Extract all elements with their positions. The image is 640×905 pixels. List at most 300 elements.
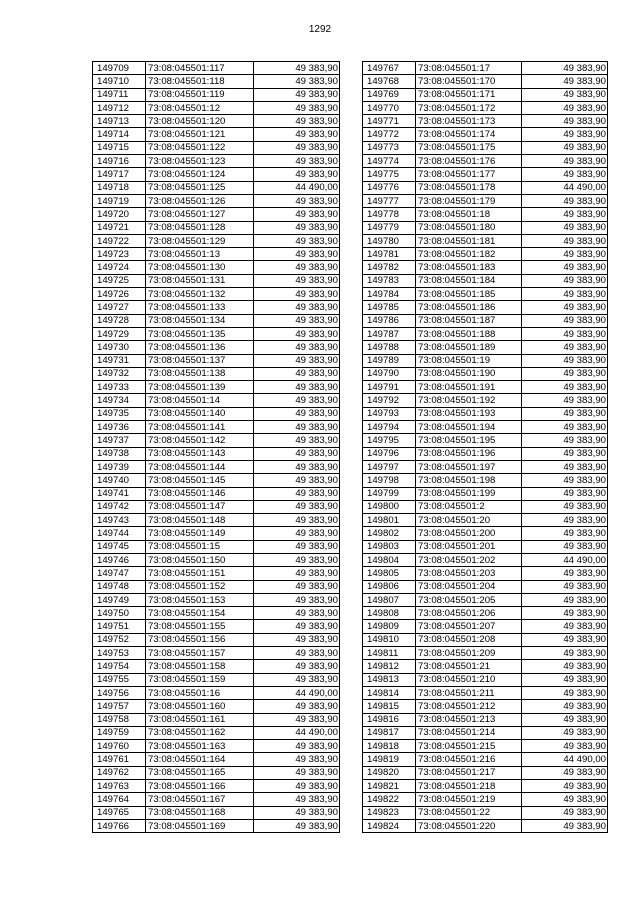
cadastral-number-cell: 73:08:045501:205 <box>416 593 522 606</box>
right-table-body <box>363 62 608 833</box>
row-number-cell: 149770 <box>363 101 416 114</box>
cadastral-number-cell: 73:08:045501:158 <box>146 660 254 673</box>
table-row <box>93 155 340 168</box>
cadastral-number-cell: 73:08:045501:117 <box>146 62 254 75</box>
amount-cell: 49 383,90 <box>522 141 608 154</box>
table-row <box>363 806 608 819</box>
cadastral-number-cell: 73:08:045501:142 <box>146 434 254 447</box>
row-number-cell: 149812 <box>363 660 416 673</box>
row-number-cell: 149710 <box>93 75 146 88</box>
amount-cell: 49 383,90 <box>522 620 608 633</box>
amount-cell: 49 383,90 <box>254 75 340 88</box>
page-number: 1292 <box>308 24 332 35</box>
row-number-cell: 149725 <box>93 274 146 287</box>
cadastral-number-cell: 73:08:045501:220 <box>416 819 522 832</box>
table-row <box>363 793 608 806</box>
amount-cell: 49 383,90 <box>254 101 340 114</box>
row-number-cell: 149781 <box>363 248 416 261</box>
amount-cell: 49 383,90 <box>254 780 340 793</box>
table-row <box>363 168 608 181</box>
cadastral-number-cell: 73:08:045501:170 <box>416 75 522 88</box>
row-number-cell: 149772 <box>363 128 416 141</box>
cadastral-number-cell: 73:08:045501:192 <box>416 394 522 407</box>
row-number-cell: 149739 <box>93 460 146 473</box>
cadastral-number-cell: 73:08:045501:172 <box>416 101 522 114</box>
row-number-cell: 149802 <box>363 527 416 540</box>
amount-cell: 49 383,90 <box>254 434 340 447</box>
row-number-cell: 149742 <box>93 500 146 513</box>
table-row <box>363 434 608 447</box>
amount-cell: 44 490,00 <box>254 181 340 194</box>
cadastral-number-cell: 73:08:045501:126 <box>146 194 254 207</box>
table-row <box>363 460 608 473</box>
amount-cell: 44 490,00 <box>522 181 608 194</box>
amount-cell: 49 383,90 <box>522 460 608 473</box>
cadastral-number-cell: 73:08:045501:140 <box>146 407 254 420</box>
amount-cell: 49 383,90 <box>522 487 608 500</box>
cadastral-number-cell: 73:08:045501:125 <box>146 181 254 194</box>
cadastral-number-cell: 73:08:045501:128 <box>146 221 254 234</box>
table-row <box>93 421 340 434</box>
row-number-cell: 149771 <box>363 115 416 128</box>
row-number-cell: 149764 <box>93 793 146 806</box>
row-number-cell: 149735 <box>93 407 146 420</box>
table-row <box>93 633 340 646</box>
row-number-cell: 149818 <box>363 740 416 753</box>
amount-cell: 49 383,90 <box>254 474 340 487</box>
amount-cell: 49 383,90 <box>522 381 608 394</box>
amount-cell: 49 383,90 <box>522 407 608 420</box>
row-number-cell: 149746 <box>93 553 146 566</box>
cadastral-number-cell: 73:08:045501:118 <box>146 75 254 88</box>
amount-cell: 49 383,90 <box>522 474 608 487</box>
cadastral-number-cell: 73:08:045501:162 <box>146 726 254 739</box>
amount-cell: 49 383,90 <box>522 514 608 527</box>
cadastral-number-cell: 73:08:045501:208 <box>416 633 522 646</box>
cadastral-number-cell: 73:08:045501:163 <box>146 740 254 753</box>
cadastral-number-cell: 73:08:045501:215 <box>416 740 522 753</box>
cadastral-number-cell: 73:08:045501:182 <box>416 248 522 261</box>
cadastral-number-cell: 73:08:045501:150 <box>146 553 254 566</box>
table-row <box>363 75 608 88</box>
table-row <box>93 367 340 380</box>
table-row <box>93 527 340 540</box>
cadastral-number-cell: 73:08:045501:133 <box>146 301 254 314</box>
row-number-cell: 149792 <box>363 394 416 407</box>
amount-cell: 49 383,90 <box>254 766 340 779</box>
table-row <box>363 115 608 128</box>
row-number-cell: 149744 <box>93 527 146 540</box>
amount-cell: 49 383,90 <box>254 793 340 806</box>
row-number-cell: 149804 <box>363 553 416 566</box>
amount-cell: 49 383,90 <box>522 194 608 207</box>
amount-cell: 49 383,90 <box>254 487 340 500</box>
table-row <box>363 580 608 593</box>
amount-cell: 49 383,90 <box>254 274 340 287</box>
row-number-cell: 149780 <box>363 234 416 247</box>
row-number-cell: 149814 <box>363 686 416 699</box>
cadastral-number-cell: 73:08:045501:203 <box>416 567 522 580</box>
row-number-cell: 149800 <box>363 500 416 513</box>
table-row <box>93 168 340 181</box>
amount-cell: 49 383,90 <box>522 660 608 673</box>
table-row <box>93 607 340 620</box>
table-row <box>363 274 608 287</box>
cadastral-number-cell: 73:08:045501:119 <box>146 88 254 101</box>
table-row <box>93 234 340 247</box>
table-row <box>363 394 608 407</box>
amount-cell: 49 383,90 <box>522 580 608 593</box>
table-row <box>363 713 608 726</box>
amount-cell: 49 383,90 <box>254 647 340 660</box>
left-table <box>92 61 340 833</box>
row-number-cell: 149766 <box>93 819 146 832</box>
row-number-cell: 149714 <box>93 128 146 141</box>
amount-cell: 49 383,90 <box>522 540 608 553</box>
row-number-cell: 149817 <box>363 726 416 739</box>
table-row <box>93 327 340 340</box>
table-row <box>93 301 340 314</box>
amount-cell: 49 383,90 <box>522 647 608 660</box>
row-number-cell: 149767 <box>363 62 416 75</box>
cadastral-number-cell: 73:08:045501:169 <box>146 819 254 832</box>
row-number-cell: 149763 <box>93 780 146 793</box>
table-row <box>93 593 340 606</box>
cadastral-number-cell: 73:08:045501:181 <box>416 234 522 247</box>
amount-cell: 49 383,90 <box>522 780 608 793</box>
cadastral-number-cell: 73:08:045501:17 <box>416 62 522 75</box>
row-number-cell: 149719 <box>93 194 146 207</box>
amount-cell: 49 383,90 <box>254 128 340 141</box>
amount-cell: 49 383,90 <box>254 819 340 832</box>
cadastral-number-cell: 73:08:045501:206 <box>416 607 522 620</box>
amount-cell: 49 383,90 <box>522 101 608 114</box>
amount-cell: 49 383,90 <box>522 500 608 513</box>
cadastral-number-cell: 73:08:045501:196 <box>416 447 522 460</box>
row-number-cell: 149736 <box>93 421 146 434</box>
table-row <box>363 753 608 766</box>
row-number-cell: 149779 <box>363 221 416 234</box>
row-number-cell: 149741 <box>93 487 146 500</box>
amount-cell: 49 383,90 <box>522 421 608 434</box>
cadastral-number-cell: 73:08:045501:153 <box>146 593 254 606</box>
amount-cell: 49 383,90 <box>254 141 340 154</box>
table-row <box>363 780 608 793</box>
table-row <box>363 500 608 513</box>
amount-cell: 49 383,90 <box>254 447 340 460</box>
row-number-cell: 149731 <box>93 354 146 367</box>
cadastral-number-cell: 73:08:045501:184 <box>416 274 522 287</box>
row-number-cell: 149775 <box>363 168 416 181</box>
amount-cell: 49 383,90 <box>254 115 340 128</box>
table-row <box>363 155 608 168</box>
cadastral-number-cell: 73:08:045501:180 <box>416 221 522 234</box>
amount-cell: 49 383,90 <box>254 607 340 620</box>
amount-cell: 49 383,90 <box>254 354 340 367</box>
cadastral-number-cell: 73:08:045501:168 <box>146 806 254 819</box>
amount-cell: 49 383,90 <box>522 88 608 101</box>
table-row <box>93 75 340 88</box>
table-row <box>363 567 608 580</box>
row-number-cell: 149715 <box>93 141 146 154</box>
cadastral-number-cell: 73:08:045501:12 <box>146 101 254 114</box>
row-number-cell: 149761 <box>93 753 146 766</box>
amount-cell: 49 383,90 <box>254 514 340 527</box>
table-row <box>363 726 608 739</box>
cadastral-number-cell: 73:08:045501:201 <box>416 540 522 553</box>
table-row <box>93 766 340 779</box>
amount-cell: 49 383,90 <box>254 221 340 234</box>
table-row <box>363 288 608 301</box>
row-number-cell: 149752 <box>93 633 146 646</box>
table-row <box>363 819 608 832</box>
amount-cell: 49 383,90 <box>254 234 340 247</box>
table-row <box>363 673 608 686</box>
table-row <box>93 806 340 819</box>
row-number-cell: 149773 <box>363 141 416 154</box>
cadastral-number-cell: 73:08:045501:148 <box>146 514 254 527</box>
amount-cell: 49 383,90 <box>254 314 340 327</box>
table-row <box>93 780 340 793</box>
cadastral-number-cell: 73:08:045501:214 <box>416 726 522 739</box>
amount-cell: 49 383,90 <box>522 740 608 753</box>
row-number-cell: 149721 <box>93 221 146 234</box>
amount-cell: 49 383,90 <box>254 553 340 566</box>
table-row <box>363 248 608 261</box>
cadastral-number-cell: 73:08:045501:207 <box>416 620 522 633</box>
amount-cell: 49 383,90 <box>254 620 340 633</box>
cadastral-number-cell: 73:08:045501:202 <box>416 553 522 566</box>
table-row <box>363 766 608 779</box>
cadastral-number-cell: 73:08:045501:216 <box>416 753 522 766</box>
table-row <box>93 474 340 487</box>
row-number-cell: 149796 <box>363 447 416 460</box>
row-number-cell: 149813 <box>363 673 416 686</box>
cadastral-number-cell: 73:08:045501:18 <box>416 208 522 221</box>
row-number-cell: 149755 <box>93 673 146 686</box>
row-number-cell: 149734 <box>93 394 146 407</box>
row-number-cell: 149805 <box>363 567 416 580</box>
row-number-cell: 149748 <box>93 580 146 593</box>
row-number-cell: 149749 <box>93 593 146 606</box>
cadastral-number-cell: 73:08:045501:21 <box>416 660 522 673</box>
table-row <box>363 341 608 354</box>
table-row <box>363 381 608 394</box>
amount-cell: 49 383,90 <box>522 115 608 128</box>
table-row <box>363 633 608 646</box>
row-number-cell: 149774 <box>363 155 416 168</box>
table-row <box>93 553 340 566</box>
amount-cell: 49 383,90 <box>254 753 340 766</box>
cadastral-number-cell: 73:08:045501:212 <box>416 700 522 713</box>
table-row <box>93 514 340 527</box>
amount-cell: 49 383,90 <box>522 766 608 779</box>
row-number-cell: 149717 <box>93 168 146 181</box>
cadastral-number-cell: 73:08:045501:151 <box>146 567 254 580</box>
cadastral-number-cell: 73:08:045501:130 <box>146 261 254 274</box>
row-number-cell: 149824 <box>363 819 416 832</box>
row-number-cell: 149729 <box>93 327 146 340</box>
cadastral-number-cell: 73:08:045501:152 <box>146 580 254 593</box>
row-number-cell: 149768 <box>363 75 416 88</box>
cadastral-number-cell: 73:08:045501:189 <box>416 341 522 354</box>
row-number-cell: 149803 <box>363 540 416 553</box>
table-row <box>93 686 340 699</box>
amount-cell: 49 383,90 <box>254 460 340 473</box>
amount-cell: 49 383,90 <box>254 261 340 274</box>
row-number-cell: 149723 <box>93 248 146 261</box>
amount-cell: 49 383,90 <box>522 819 608 832</box>
amount-cell: 49 383,90 <box>522 806 608 819</box>
table-row <box>93 141 340 154</box>
cadastral-number-cell: 73:08:045501:14 <box>146 394 254 407</box>
table-row <box>93 673 340 686</box>
cadastral-number-cell: 73:08:045501:144 <box>146 460 254 473</box>
row-number-cell: 149819 <box>363 753 416 766</box>
table-row <box>93 740 340 753</box>
cadastral-number-cell: 73:08:045501:209 <box>416 647 522 660</box>
cadastral-number-cell: 73:08:045501:147 <box>146 500 254 513</box>
table-row <box>363 447 608 460</box>
row-number-cell: 149823 <box>363 806 416 819</box>
table-row <box>93 460 340 473</box>
cadastral-number-cell: 73:08:045501:138 <box>146 367 254 380</box>
table-row <box>363 62 608 75</box>
cadastral-number-cell: 73:08:045501:146 <box>146 487 254 500</box>
table-row <box>363 88 608 101</box>
row-number-cell: 149790 <box>363 367 416 380</box>
table-row <box>363 686 608 699</box>
amount-cell: 49 383,90 <box>522 673 608 686</box>
amount-cell: 49 383,90 <box>522 221 608 234</box>
cadastral-number-cell: 73:08:045501:200 <box>416 527 522 540</box>
table-row <box>363 194 608 207</box>
table-row <box>363 101 608 114</box>
amount-cell: 49 383,90 <box>254 713 340 726</box>
table-row <box>363 607 608 620</box>
amount-cell: 49 383,90 <box>522 447 608 460</box>
amount-cell: 49 383,90 <box>522 234 608 247</box>
cadastral-number-cell: 73:08:045501:217 <box>416 766 522 779</box>
amount-cell: 49 383,90 <box>254 660 340 673</box>
table-row <box>93 647 340 660</box>
cadastral-number-cell: 73:08:045501:179 <box>416 194 522 207</box>
cadastral-number-cell: 73:08:045501:166 <box>146 780 254 793</box>
table-row <box>93 181 340 194</box>
table-row <box>363 354 608 367</box>
amount-cell: 44 490,00 <box>522 553 608 566</box>
cadastral-number-cell: 73:08:045501:134 <box>146 314 254 327</box>
amount-cell: 49 383,90 <box>254 567 340 580</box>
cadastral-number-cell: 73:08:045501:176 <box>416 155 522 168</box>
table-row <box>363 327 608 340</box>
row-number-cell: 149794 <box>363 421 416 434</box>
cadastral-number-cell: 73:08:045501:132 <box>146 288 254 301</box>
amount-cell: 49 383,90 <box>254 421 340 434</box>
row-number-cell: 149821 <box>363 780 416 793</box>
cadastral-number-cell: 73:08:045501:174 <box>416 128 522 141</box>
row-number-cell: 149788 <box>363 341 416 354</box>
row-number-cell: 149786 <box>363 314 416 327</box>
amount-cell: 49 383,90 <box>522 288 608 301</box>
amount-cell: 49 383,90 <box>254 633 340 646</box>
row-number-cell: 149783 <box>363 274 416 287</box>
cadastral-number-cell: 73:08:045501:185 <box>416 288 522 301</box>
row-number-cell: 149712 <box>93 101 146 114</box>
cadastral-number-cell: 73:08:045501:127 <box>146 208 254 221</box>
row-number-cell: 149797 <box>363 460 416 473</box>
cadastral-number-cell: 73:08:045501:22 <box>416 806 522 819</box>
row-number-cell: 149718 <box>93 181 146 194</box>
cadastral-number-cell: 73:08:045501:191 <box>416 381 522 394</box>
cadastral-number-cell: 73:08:045501:160 <box>146 700 254 713</box>
amount-cell: 49 383,90 <box>522 75 608 88</box>
row-number-cell: 149798 <box>363 474 416 487</box>
row-number-cell: 149784 <box>363 288 416 301</box>
amount-cell: 49 383,90 <box>522 261 608 274</box>
cadastral-number-cell: 73:08:045501:183 <box>416 261 522 274</box>
cadastral-number-cell: 73:08:045501:219 <box>416 793 522 806</box>
row-number-cell: 149751 <box>93 620 146 633</box>
cadastral-number-cell: 73:08:045501:131 <box>146 274 254 287</box>
amount-cell: 49 383,90 <box>522 62 608 75</box>
amount-cell: 49 383,90 <box>254 155 340 168</box>
table-row <box>93 314 340 327</box>
row-number-cell: 149737 <box>93 434 146 447</box>
amount-cell: 49 383,90 <box>254 341 340 354</box>
cadastral-number-cell: 73:08:045501:198 <box>416 474 522 487</box>
amount-cell: 49 383,90 <box>522 274 608 287</box>
row-number-cell: 149789 <box>363 354 416 367</box>
table-row <box>363 301 608 314</box>
cadastral-number-cell: 73:08:045501:156 <box>146 633 254 646</box>
row-number-cell: 149820 <box>363 766 416 779</box>
amount-cell: 49 383,90 <box>254 168 340 181</box>
amount-cell: 49 383,90 <box>522 341 608 354</box>
table-row <box>93 381 340 394</box>
cadastral-number-cell: 73:08:045501:139 <box>146 381 254 394</box>
cadastral-number-cell: 73:08:045501:164 <box>146 753 254 766</box>
amount-cell: 49 383,90 <box>254 394 340 407</box>
row-number-cell: 149753 <box>93 647 146 660</box>
cadastral-number-cell: 73:08:045501:210 <box>416 673 522 686</box>
table-row <box>93 341 340 354</box>
table-row <box>93 394 340 407</box>
cadastral-number-cell: 73:08:045501:13 <box>146 248 254 261</box>
table-row <box>93 793 340 806</box>
row-number-cell: 149777 <box>363 194 416 207</box>
row-number-cell: 149724 <box>93 261 146 274</box>
row-number-cell: 149757 <box>93 700 146 713</box>
amount-cell: 49 383,90 <box>254 367 340 380</box>
row-number-cell: 149807 <box>363 593 416 606</box>
table-row <box>93 101 340 114</box>
amount-cell: 44 490,00 <box>522 753 608 766</box>
cadastral-number-cell: 73:08:045501:16 <box>146 686 254 699</box>
amount-cell: 49 383,90 <box>254 806 340 819</box>
row-number-cell: 149722 <box>93 234 146 247</box>
row-number-cell: 149760 <box>93 740 146 753</box>
table-row <box>363 700 608 713</box>
table-row <box>363 208 608 221</box>
cadastral-number-cell: 73:08:045501:137 <box>146 354 254 367</box>
row-number-cell: 149785 <box>363 301 416 314</box>
cadastral-number-cell: 73:08:045501:167 <box>146 793 254 806</box>
row-number-cell: 149799 <box>363 487 416 500</box>
amount-cell: 49 383,90 <box>254 62 340 75</box>
cadastral-number-cell: 73:08:045501:121 <box>146 128 254 141</box>
cadastral-number-cell: 73:08:045501:190 <box>416 367 522 380</box>
